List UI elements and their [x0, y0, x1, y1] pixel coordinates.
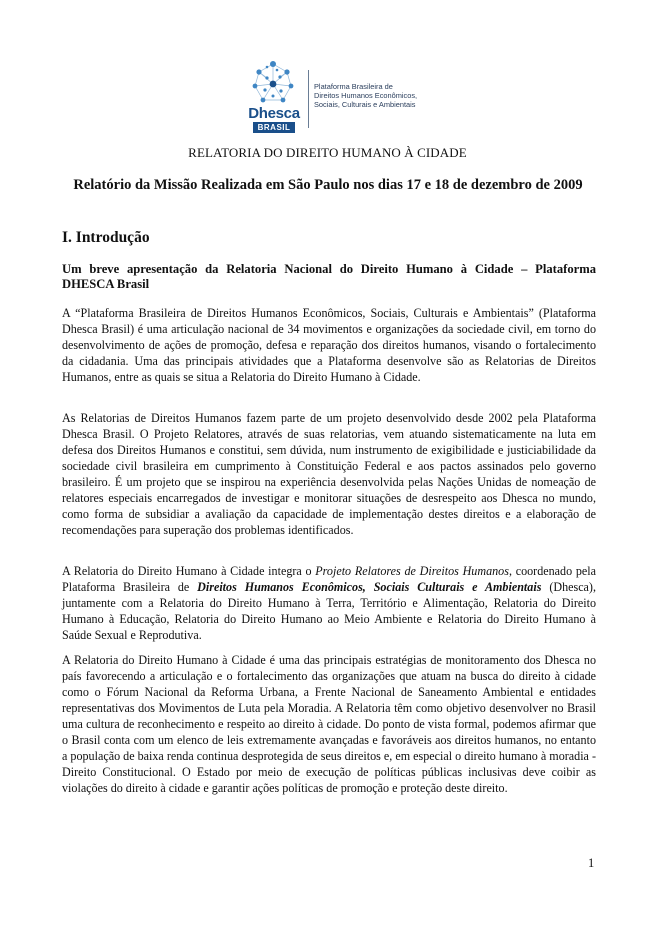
platform-name: Direitos Humanos Econômicos, Sociais Culturais e Ambientais: [197, 580, 542, 594]
paragraph-text: , coordenado pela Plataforma Brasileira de: [62, 564, 596, 594]
section-subheading: Um breve apresentação da Relatoria Nacional do Direito Humano à Cidade – Plataforma DHESCA Brasil: [62, 262, 596, 291]
logo-tagline: [314, 82, 424, 109]
paragraph-estrategias: A Relatoria do Direito Humano à Cidade é uma das principais estratégias de monitoramento dos Dhesca no país favorecendo a articulação e o fortalecimento das organizações que atuam na busca do direito à cidade como o Fórum Nacional da Reforma Urbana, a Frente Nacional de Saneamento Ambiental e entidades representativas dos Movimentos de Luta pela Moradia. A Relatoria têm como objetivo desenvolver no Brasil uma cultura de reconhecimento e respeito ao direito à cidade. Do ponto de vista formal, podemos afirmar que o Brasil conta com um elenco de leis extremamente avançadas e favoráveis aos direitos humanos, no entanto a população de baixa renda continua desprotegida de seus direitos e, em especial o direito humano à moradia - Direito Constitucional. O Estado por meio de execução de políticas públicas inclusivas deve coibir as violações do direito à cidade e garantir ações políticas de promoção e proteção deste direito.: [62, 653, 596, 795]
section-heading: I. Introdução: [62, 229, 150, 246]
logo-divider: [308, 70, 309, 128]
paragraph-plataforma: A “Plataforma Brasileira de Direitos Humanos Econômicos, Sociais, Culturais e Ambientais” (Plataforma Dhesca Brasil) é uma articulação nacional de 34 movimentos e organizações da sociedade civil, em torno do desenvolvimento de ações de promoção, defesa e reparação dos direitos humanos, visando o fortalecimento da cidadania. Uma das principais atividades que a Plataforma desenvolve são as Relatorias de Direitos Humanos, entre as quais se situa a Relatoria do Direito Humano à Cidade.: [62, 306, 596, 384]
logo-brand: Dhesca: [248, 105, 300, 122]
logo-tagline-line: Direitos Humanos Econômicos,: [314, 91, 418, 100]
logo-tagline-line: Plataforma Brasileira de: [314, 82, 393, 91]
logo-brand-sub: BRASIL: [253, 122, 295, 133]
paragraph-text: A Relatoria do Direito Humano à Cidade integra o: [62, 564, 316, 578]
document-subtitle: RELATORIA DO DIREITO HUMANO À CIDADE: [188, 145, 467, 160]
dhesca-network-icon: [247, 58, 299, 110]
logo-tagline-line: Sociais, Culturais e Ambientais: [314, 100, 416, 109]
page-number: 1: [588, 856, 595, 870]
paragraph-relatoria-cidade: [62, 563, 596, 643]
dhesca-logo: [247, 58, 417, 132]
document-title: Relatório da Missão Realizada em São Paulo nos dias 17 e 18 de dezembro de 2009: [73, 177, 583, 193]
paragraph-relatorias: As Relatorias de Direitos Humanos fazem parte de um projeto desenvolvido desde 2002 pela Plataforma Dhesca Brasil. O Projeto Relatores, através de suas relatorias, vem atuando sistematicamente na luta em defesa dos Direitos Humanos e constitui, sem dúvida, num instrumento de exigibilidade e justiciabilidade da sociedade civil brasileira em cumprimento à Constituição Federal e aos pactos assinados pelo governo brasileiro. É um projeto que se inspirou na experiência desenvolvida pelas Nações Unidas de nomeação de relatores especiais encarregados de investigar e monitorar situações de desrespeito aos Dhesca no mundo, como forma de subsidiar a avaliação da capacidade de implementação destes direitos e a elaboração de recomendações para superação dos problemas identificados.: [62, 411, 596, 537]
paragraph-text: (Dhesca), juntamente com a Relatoria do Direito Humano à Terra, Território e Alimentação, Relatoria do Direito Humano à Educação, Relatoria do Direito Humano ao Meio Ambiente e Relatoria do Direito Humano à Saúde Sexual e Reprodutiva.: [62, 580, 596, 642]
project-name: Projeto Relatores de Direitos Humanos: [315, 564, 509, 578]
